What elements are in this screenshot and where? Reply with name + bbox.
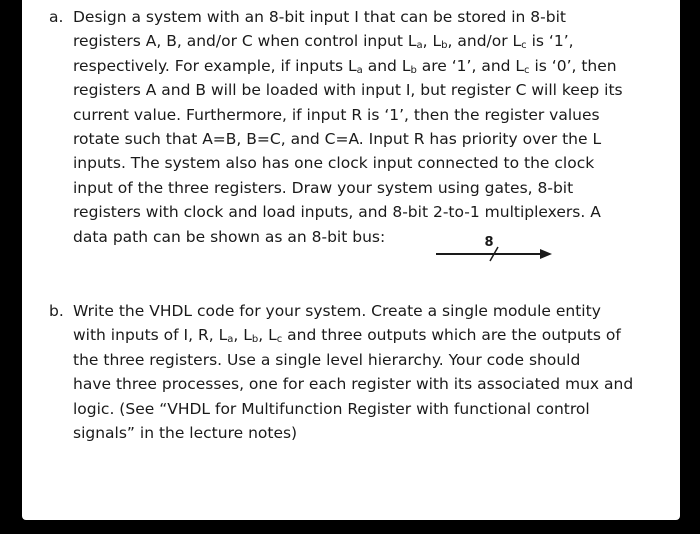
question-a-line-6: rotate such that A=B, B=C, and C=A. Input R has priority over the L [73,130,602,148]
document-page [22,0,680,520]
arrow-head-icon [540,249,552,259]
question-a-line-9: registers with clock and load inputs, and 8-bit 2-to-1 multiplexers. A [73,203,601,222]
bus-width-label: 8 [484,235,494,250]
question-a-line-1: Design a system with an 8-bit input I that can be stored in 8-bit [73,8,566,26]
question-a-line-3: respectively. For example, if inputs $L_a$ and $L_b$ are ‘1’, and $L_c$ is ‘0’, then [73,56,617,76]
question-a-line-7: inputs. The system also has one clock input connected to the clock [73,154,595,173]
question-a-line-10: data path can be shown as an 8-bit bus: [73,227,386,246]
question-b-line-3: the three registers. Use a single level hierarchy. Your code should [73,350,581,369]
bus-arrow-diagram [432,234,554,264]
question-b-line-1: Write the VHDL code for your system. Create a single module entity [73,302,601,320]
question-a-label: a. [49,8,64,26]
question-b-line-5: logic. (See “VHDL for Multifunction Register with functional control [73,399,590,418]
question-a [49,5,659,255]
question-b-line-4: have three processes, one for each register with its associated mux and [73,375,634,394]
question-b-line-2: with inputs of I, R, $L_a$, $L_b$, $L_c$ and three outputs which are the outputs of [73,326,621,346]
question-b-label: b. [49,302,64,320]
question-a-line-8: input of the three registers. Draw your system using gates, 8-bit [73,178,574,197]
question-b-line-6: signals” in the lecture notes) [73,424,298,442]
question-a-line-4: registers A and B will be loaded with input I, but register C will keep its [73,81,623,100]
question-a-line-2: registers A, B, and/or C when control input $L_a$, $L_b$, and/or $L_c$ is ‘1’, [73,32,574,52]
question-b [49,299,659,449]
question-a-line-5: current value. Furthermore, if input R is ‘1’, then the register values [73,105,600,124]
